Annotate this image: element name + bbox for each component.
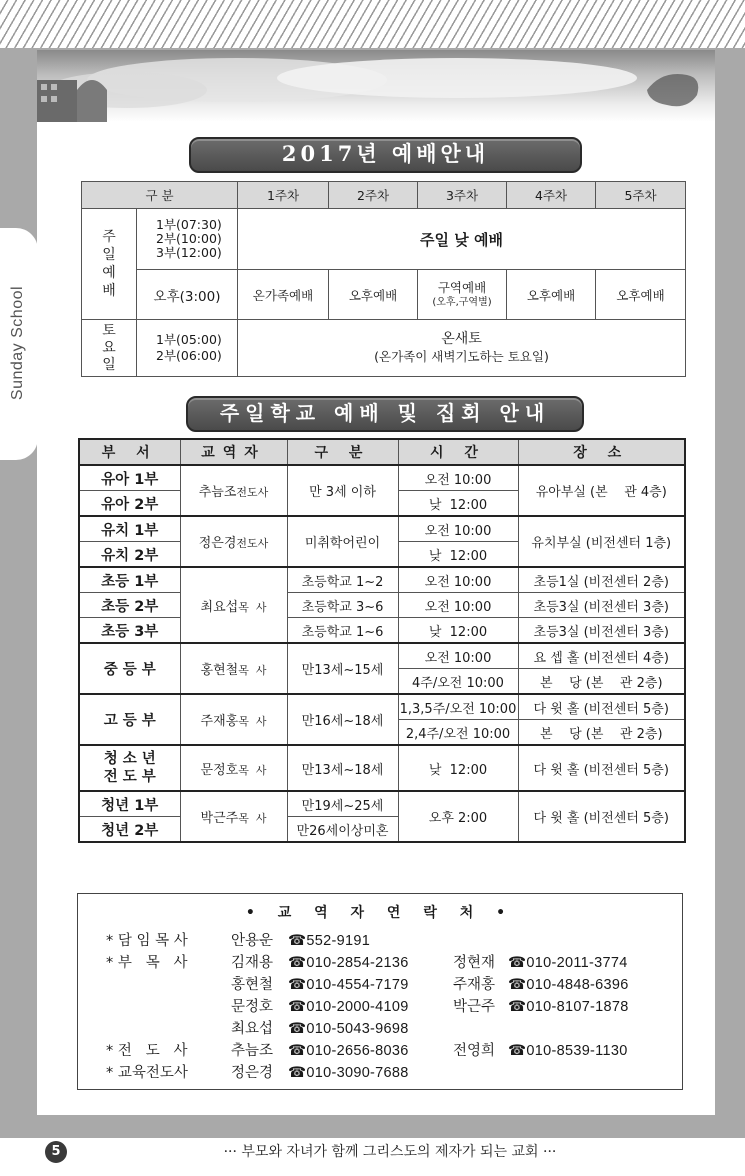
morning-service: 주일 낮 예배 — [238, 209, 686, 270]
minister-name: 홍현철 — [200, 663, 239, 678]
saturday-group-label: 토 요 일 — [82, 320, 137, 377]
minister-title: 목 사 — [238, 664, 267, 677]
category: 만13세~15세 — [287, 643, 398, 694]
contact-name: 정은경 — [231, 1065, 274, 1081]
time-text: 1부(05:00) — [156, 332, 222, 347]
minister-title: 목 사 — [238, 600, 267, 614]
phone-icon: ☎ — [288, 1021, 307, 1037]
minister-name: 박근주 — [200, 811, 239, 826]
minister-title: 목 사 — [238, 763, 267, 777]
phone-number[interactable]: 010-2854-2136 — [306, 955, 409, 971]
category: 만16세~18세 — [287, 694, 398, 745]
contact-phone — [508, 953, 628, 973]
contact-phone — [288, 931, 370, 951]
time: 오전 10:00 — [398, 516, 518, 542]
table-header: 구 분 — [287, 439, 398, 465]
sunday-group-label: 주 일 예 배 — [82, 209, 137, 320]
place: 초등1실 (비전센터 2층) — [518, 567, 685, 593]
category: 만19세~25세 — [287, 791, 398, 817]
saturday-times — [137, 320, 238, 377]
minister-name: 최요섭 — [200, 599, 239, 615]
time-text: 2부(06:00) — [156, 348, 222, 363]
minister-title: 전도사 — [236, 537, 269, 550]
phone-icon: ☎ — [288, 1043, 307, 1059]
cell-text: 구역예배 — [437, 279, 487, 295]
minister — [180, 791, 287, 842]
table-header: 시 간 — [398, 439, 518, 465]
contact-name: 홍현철 — [231, 977, 274, 993]
dept-name — [79, 745, 180, 791]
time: 오전 10:00 — [398, 593, 518, 618]
contact-name: 전영희 — [453, 1043, 496, 1059]
place: 다 윗 홀 (비전센터 5층) — [518, 791, 685, 842]
contacts-box — [77, 893, 683, 1090]
cell: 오후예배 — [596, 270, 686, 320]
minister-title: 전도사 — [236, 486, 269, 499]
section-title-worship-guide: 2017년 예배안내 — [189, 137, 582, 173]
place: 다 윗 홀 (비전센터 5층) — [518, 745, 685, 791]
minister — [180, 745, 287, 791]
minister-name: 정은경 — [198, 536, 237, 551]
dept-name: 유치 2부 — [79, 542, 180, 568]
phone-icon: ☎ — [288, 933, 307, 949]
category: 만13세~18세 — [287, 745, 398, 791]
minister-title: 목 사 — [238, 715, 267, 728]
phone-icon: ☎ — [288, 977, 307, 993]
time: 4주/오전 10:00 — [398, 669, 518, 695]
category: 초등학교 1~6 — [287, 618, 398, 644]
contact-phone — [288, 997, 409, 1017]
time: 1,3,5주/오전 10:00 — [398, 694, 518, 720]
contact-name: 안용운 — [231, 933, 274, 949]
category: 초등학교 1~2 — [287, 567, 398, 593]
side-label: Sunday School — [9, 285, 26, 401]
contact-phone — [288, 1041, 409, 1061]
contact-name: 문정호 — [231, 999, 274, 1015]
place: 초등3실 (비전센터 3층) — [518, 593, 685, 618]
page-number: 5 — [45, 1141, 67, 1163]
contacts-title: • 교 역 자 연 락 처 • — [245, 905, 515, 921]
minister — [180, 694, 287, 745]
minister-name: 문정호 — [200, 762, 239, 778]
contact-name: 정현재 — [453, 955, 496, 971]
category: 초등학교 3~6 — [287, 593, 398, 618]
phone-icon: ☎ — [508, 977, 527, 993]
afternoon-time: 오후(3:00) — [137, 270, 238, 320]
phone-number[interactable]: 010-4554-7179 — [306, 977, 409, 993]
cell-text: (오후,구역별) — [432, 296, 492, 308]
place: 본 당 (본 관 2층) — [518, 669, 685, 695]
dept-name: 유치 1부 — [79, 516, 180, 542]
contact-phone — [288, 1019, 409, 1039]
phone-number[interactable]: 010-4848-6396 — [526, 977, 629, 993]
time: 낮 12:00 — [398, 542, 518, 568]
dept-name: 고 등 부 — [79, 694, 180, 745]
contact-role: * 부 목 사 — [106, 955, 188, 971]
phone-icon: ☎ — [508, 955, 527, 971]
saturday-service — [238, 320, 686, 377]
contact-name: 추늠조 — [231, 1043, 274, 1059]
minister — [180, 567, 287, 643]
time-text: 3부(12:00) — [156, 245, 222, 260]
category: 미취학어린이 — [287, 516, 398, 567]
contact-name: 박근주 — [453, 999, 496, 1015]
table-header: 4주차 — [507, 182, 596, 209]
contact-name: 주재홍 — [453, 977, 496, 993]
table-header: 장 소 — [518, 439, 685, 465]
time: 낮 12:00 — [398, 745, 518, 791]
cell: 오후예배 — [507, 270, 596, 320]
dept-name: 유아 2부 — [79, 491, 180, 517]
minister — [180, 465, 287, 516]
table-header: 5주차 — [596, 182, 686, 209]
contact-phone — [508, 997, 629, 1017]
time: 오전 10:00 — [398, 643, 518, 669]
minister-name: 주재홍 — [200, 714, 239, 729]
contact-phone — [288, 953, 409, 973]
category: 만 3세 이하 — [287, 465, 398, 516]
place: 초등3실 (비전센터 3층) — [518, 618, 685, 644]
contact-phone — [288, 1063, 409, 1083]
cell — [418, 270, 507, 320]
place: 다 윗 홀 (비전센터 5층) — [518, 694, 685, 720]
time-text: 1부(07:30) — [156, 217, 222, 232]
sunday-school-table — [78, 438, 686, 843]
cell: 온가족예배 — [238, 270, 329, 320]
phone-icon: ☎ — [288, 1065, 307, 1081]
table-header: 2주차 — [329, 182, 418, 209]
dept-name: 유아 1부 — [79, 465, 180, 491]
phone-number[interactable]: 010-8107-1878 — [526, 999, 629, 1015]
phone-number[interactable]: 010-5043-9698 — [306, 1021, 409, 1037]
minister-title: 목 사 — [238, 812, 267, 825]
dept-name: 청년 2부 — [79, 817, 180, 843]
table-header: 3주차 — [418, 182, 507, 209]
time: 오전 10:00 — [398, 567, 518, 593]
dept-name: 청년 1부 — [79, 791, 180, 817]
phone-icon: ☎ — [288, 999, 307, 1015]
header-banner-image — [37, 50, 715, 122]
minister-name: 추늠조 — [198, 485, 237, 500]
dept-name: 초등 1부 — [79, 567, 180, 593]
place: 유아부실 (본 관 4층) — [518, 465, 685, 516]
dept-text: 전 도 부 — [103, 769, 156, 785]
contact-name: 최요섭 — [231, 1021, 274, 1037]
time: 오후 2:00 — [398, 791, 518, 842]
worship-schedule-table — [81, 181, 686, 377]
contact-role: * 담 임 목 사 — [106, 933, 188, 949]
dept-text: 청 소 년 — [103, 751, 156, 767]
contact-phone — [288, 975, 409, 995]
minister — [180, 643, 287, 694]
time: 2,4주/오전 10:00 — [398, 720, 518, 746]
table-header: 부 서 — [79, 439, 180, 465]
dept-name: 중 등 부 — [79, 643, 180, 694]
contact-name: 김재용 — [231, 955, 274, 971]
minister — [180, 516, 287, 567]
dept-name: 초등 2부 — [79, 593, 180, 618]
place: 요 셉 홀 (비전센터 4층) — [518, 643, 685, 669]
table-header: 교역자 — [180, 439, 287, 465]
phone-icon: ☎ — [508, 999, 527, 1015]
table-header: 1주차 — [238, 182, 329, 209]
contact-role: * 전 도 사 — [106, 1043, 188, 1059]
cell-text: (온가족이 새벽기도하는 토요일) — [374, 349, 549, 364]
phone-number[interactable]: 010-2656-8036 — [306, 1043, 409, 1059]
footer-slogan: ··· 부모와 자녀가 함께 그리스도의 제자가 되는 교회 ··· — [223, 1144, 557, 1160]
phone-number[interactable]: 552-9191 — [306, 933, 371, 949]
time: 낮 12:00 — [398, 491, 518, 517]
phone-icon: ☎ — [508, 1043, 527, 1059]
category: 만26세이상미혼 — [287, 817, 398, 843]
phone-number[interactable]: 010-2011-3774 — [526, 955, 628, 971]
contact-phone — [508, 1041, 628, 1061]
time: 오전 10:00 — [398, 465, 518, 491]
phone-number[interactable]: 010-3090-7688 — [306, 1065, 409, 1081]
section-title-sunday-school: 주일학교 예배 및 집회 안내 — [186, 396, 584, 432]
banner-illustration — [37, 50, 715, 122]
place: 유치부실 (비전센터 1층) — [518, 516, 685, 567]
time: 낮 12:00 — [398, 618, 518, 644]
phone-icon: ☎ — [288, 955, 307, 971]
morning-times — [137, 209, 238, 270]
time-text: 2부(10:00) — [156, 231, 222, 246]
dept-name: 초등 3부 — [79, 618, 180, 644]
contact-role: * 교육전도사 — [106, 1065, 188, 1081]
cell-text: 온새토 — [441, 331, 482, 347]
cell: 오후예배 — [329, 270, 418, 320]
contact-phone — [508, 975, 629, 995]
table-header: 구 분 — [82, 182, 238, 209]
place: 본 당 (본 관 2층) — [518, 720, 685, 746]
phone-number[interactable]: 010-2000-4109 — [306, 999, 409, 1015]
phone-number[interactable]: 010-8539-1130 — [526, 1043, 628, 1059]
